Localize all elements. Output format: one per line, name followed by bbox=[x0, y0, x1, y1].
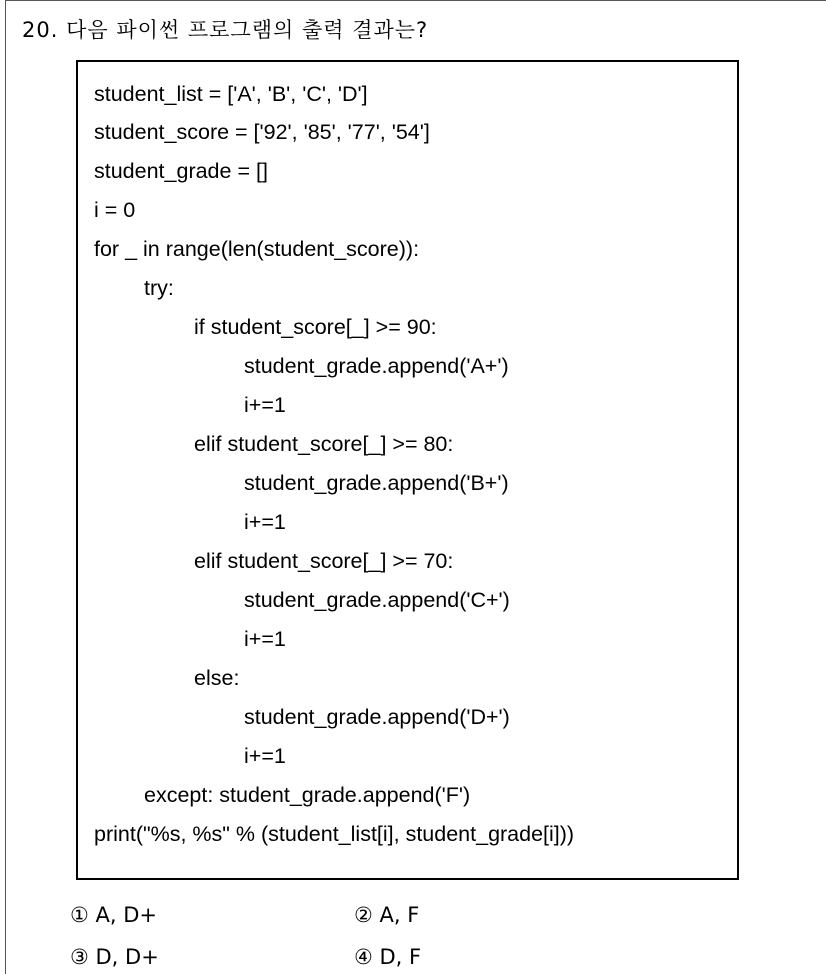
code-box bbox=[76, 60, 739, 880]
code-line: student_list = ['A', 'B', 'C', 'D'] bbox=[94, 82, 368, 106]
page-top-border bbox=[5, 0, 826, 1]
code-line: student_grade.append('A+') bbox=[244, 354, 509, 378]
code-line: i+=1 bbox=[244, 510, 286, 534]
code-line: elif student_score[_] >= 70: bbox=[194, 549, 454, 573]
code-line: if student_score[_] >= 90: bbox=[194, 315, 437, 339]
choice-3[interactable]: ③ D, D+ bbox=[70, 945, 159, 969]
code-line: i+=1 bbox=[244, 744, 286, 768]
code-line: elif student_score[_] >= 80: bbox=[194, 432, 454, 456]
code-line: student_grade = [] bbox=[94, 159, 268, 183]
code-line: i = 0 bbox=[94, 198, 136, 222]
choice-1[interactable]: ① A, D+ bbox=[70, 903, 157, 927]
code-line: else: bbox=[194, 666, 240, 690]
code-line: student_score = ['92', '85', '77', '54'] bbox=[94, 120, 430, 144]
page-left-border bbox=[5, 0, 6, 974]
code-line: except: student_grade.append('F') bbox=[144, 783, 471, 807]
code-line: i+=1 bbox=[244, 393, 286, 417]
code-line: try: bbox=[144, 276, 174, 300]
code-line: for _ in range(len(student_score)): bbox=[94, 237, 420, 261]
code-line: student_grade.append('D+') bbox=[244, 705, 510, 729]
question-title: 20. 다음 파이썬 프로그램의 출력 결과는? bbox=[22, 18, 429, 42]
code-line: print("%s, %s" % (student_list[i], student_grade[i])) bbox=[94, 822, 575, 846]
choice-2[interactable]: ② A, F bbox=[354, 903, 420, 927]
choice-4[interactable]: ④ D, F bbox=[354, 945, 422, 969]
code-line: i+=1 bbox=[244, 627, 286, 651]
code-line: student_grade.append('C+') bbox=[244, 588, 510, 612]
code-line: student_grade.append('B+') bbox=[244, 471, 509, 495]
